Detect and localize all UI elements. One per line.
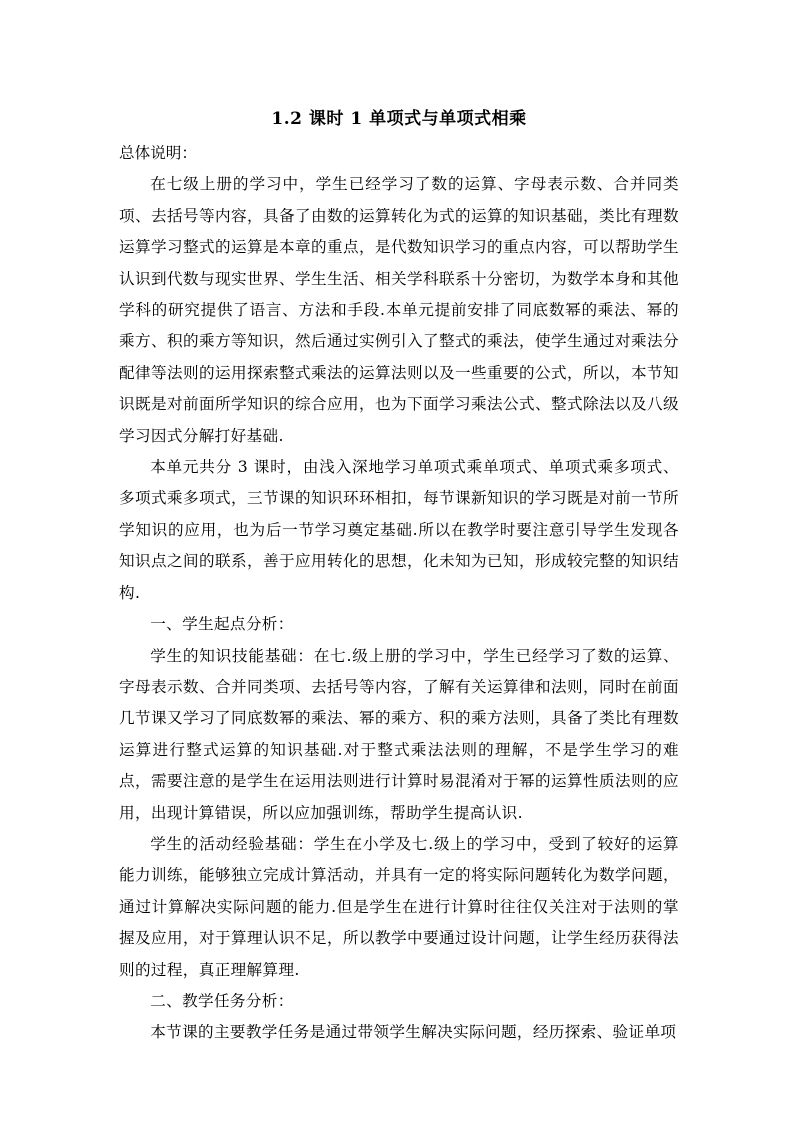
section-heading-task-analysis: 二、教学任务分析： xyxy=(150,991,294,1010)
section-paragraph: 学生的知识技能基础：在七.级上册的学习中，学生已经学习了数的运算、字母表示数、合并同类项、去括号等内容，了解有关运算律和法则，同时在前面几节课又学习了同底数幂的乘法、幂的乘方、积的乘方法则，具备了类比有理数运算进行整式运算的知识基础.对于整式乘法法则的理解，不是学生学习的难点，需要注意的是学生在运用法则进行计算时易混淆对于幂的运算性质法则的应用，出现计算错误，所以应加强训练，帮助学生提高认识. xyxy=(119,646,679,822)
overview-paragraph: 本单元共分 3 课时，由浅入深地学习单项式乘单项式、单项式乘多项式、多项式乘多项式，三节课的知识环环相扣，每节课新知识的学习既是对前一节所学知识的应用，也为后一节学习奠定基础.所以在教学时要注意引导学生发现各知识点之间的联系，善于应用转化的思想，化未知为已知，形成较完整的知识结构. xyxy=(119,458,679,602)
overview-paragraph: 在七级上册的学习中，学生已经学习了数的运算、字母表示数、合并同类项、去括号等内容，具备了由数的运算转化为式的运算的知识基础，类比有理数运算学习整式的运算是本章的重点，是代数知识学习的重点内容，可以帮助学生认识到代数与现实世界、学生生活、相关学科联系十分密切，为数学本身和其他学科的研究提供了语言、方法和手段.本单元提前安排了同底数幂的乘法、幂的乘方、积的乘方等知识，然后通过实例引入了整式的乘法，使学生通过对乘法分配律等法则的运用探索整式乘法的运算法则以及一些重要的公式，所以，本节知识既是对前面所学知识的综合应用，也为下面学习乘法公式、整式除法以及八级学习因式分解打好基础. xyxy=(119,175,679,445)
section-paragraph: 学生的活动经验基础：学生在小学及七.级上的学习中，受到了较好的运算能力训练，能够独立完成计算活动，并具有一定的将实际问题转化为数学问题，通过计算解决实际问题的能力.但是学生在进行计算时往往仅关注对于法则的掌握及应用，对于算理认识不足，所以教学中要通过设计问题，让学生经历获得法则的过程，真正理解算理. xyxy=(119,834,679,979)
section-paragraph: 本节课的主要教学任务是通过带领学生解决实际问题，经历探索、验证单项 xyxy=(150,1023,677,1042)
document-body xyxy=(119,104,679,1049)
overview-label: 总体说明： xyxy=(119,144,197,162)
section-heading-student-analysis: 一、学生起点分析： xyxy=(150,615,294,634)
document-title: 1.2 课时 1 单项式与单项式相乘 xyxy=(271,109,527,129)
